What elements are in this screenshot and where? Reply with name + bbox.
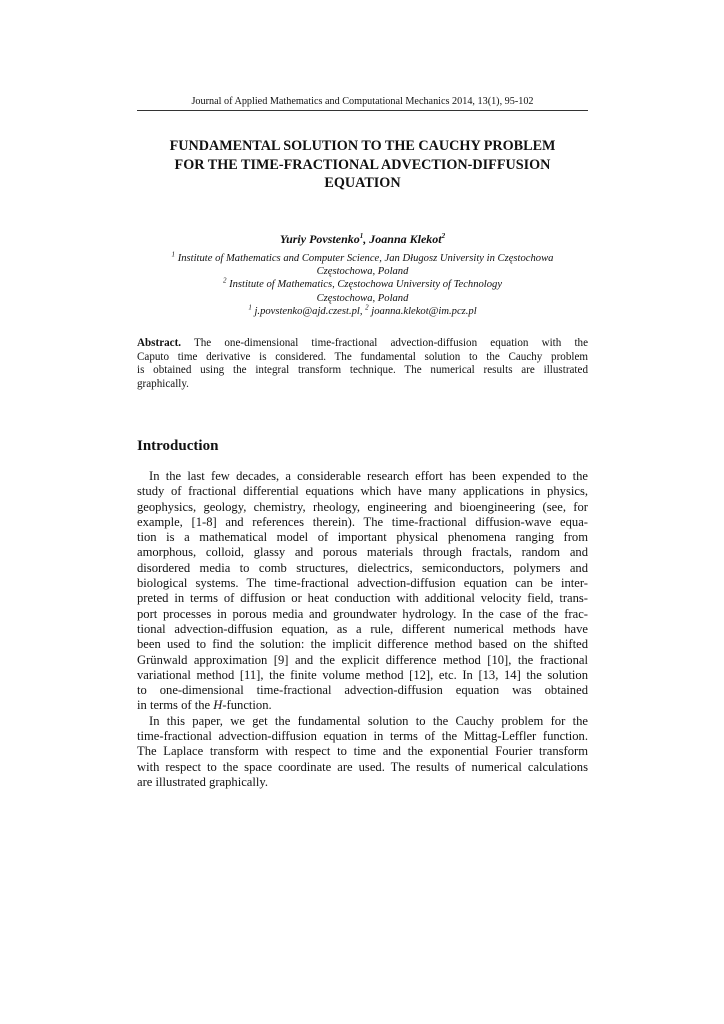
body-line: variational method [11], the finite volume method [12], etc. In [13, 14] the solution [137, 667, 588, 682]
h-function-symbol: H [213, 698, 223, 713]
author-2: Joanna Klekot [369, 232, 442, 246]
body-line: Grünwald approximation [9] and the explicit difference method [10], the fractional [137, 652, 588, 667]
affiliation-2: $^2$ Institute of Mathematics, Częstochowa University of Technology [222, 276, 503, 291]
body-line: geophysics, geology, chemistry, rheology, engineering and bioengineering (see, for [137, 499, 588, 514]
title-line: FOR THE TIME-FRACTIONAL ADVECTION-DIFFUSION [174, 156, 551, 173]
body-line: study of fractional differential equations which have many applications in physics, [137, 484, 588, 499]
author-1-sup: 1 [359, 232, 364, 240]
body-line: In the last few decades, a considerable research effort has been expended to the [149, 469, 588, 483]
abstract-line: Abstract. The one-dimensional time-fractional advection-diffusion equation with the [137, 337, 588, 349]
abstract-label: Abstract. [137, 337, 182, 349]
body-line: time-fractional advection-diffusion equation in terms of the Mittag-Leffler function. [137, 729, 588, 744]
body-line: to one-dimensional time-fractional advection-diffusion equation was obtained [137, 683, 588, 698]
author-emails: $^1$ j.povstenko@ajd.czest.pl, $^2$ joanna.klekot@im.pcz.pl [248, 303, 477, 317]
author-2-sup: 2 [441, 232, 446, 240]
body-line: tion is a mathematical model of important physical phenomena ranging from [137, 530, 588, 545]
body-line: been used to find the solution: the implicit difference method based on the shifted [137, 637, 588, 652]
title-line: EQUATION [324, 175, 401, 191]
introduction-body [137, 469, 588, 790]
abstract [137, 337, 588, 391]
body-line: are illustrated graphically. [137, 774, 269, 789]
affiliations [137, 252, 588, 318]
email-1: j.povstenko@ajd.czest.pl, [251, 305, 366, 317]
author-1: Yuriy Povstenko [279, 232, 360, 246]
abstract-line: is obtained using the integral transform technique. The numerical results are illustrated [137, 364, 588, 376]
body-line: preted in terms of diffusion or heat conduction with additional velocity field, trans- [137, 591, 588, 606]
affiliation-1: $^1$ Institute of Mathematics and Computer Science, Jan Długosz University in Częstochowa [171, 250, 554, 264]
title-line: FUNDAMENTAL SOLUTION TO THE CAUCHY PROBLEM [169, 138, 556, 154]
journal-header: Journal of Applied Mathematics and Computational Mechanics 2014, 13(1), 95-102 [137, 96, 588, 111]
author-separator: , [363, 232, 370, 246]
body-line: port processes in porous media and groundwater hydrology. In the case of the frac- [137, 606, 588, 621]
body-line: biological systems. The time-fractional advection-diffusion equation can be inter- [137, 576, 588, 591]
email-2: joanna.klekot@im.pcz.pl [368, 305, 477, 317]
body-line: tional advection-diffusion equation, as a rule, different numerical methods have [137, 621, 588, 636]
body-line: in terms of the H-function. [137, 698, 272, 713]
paper-title [137, 137, 588, 193]
body-line: disordered media to comb structures, dielectrics, semiconductors, polymers and [137, 560, 588, 575]
body-line: The Laplace transform with respect to time and the exponential Fourier transform [137, 744, 588, 759]
affiliation-2-city: Częstochowa, Poland [316, 292, 409, 304]
body-line: example, [1-8] and references therein). The time-fractional diffusion-wave equa- [137, 514, 588, 529]
body-line: In this paper, we get the fundamental solution to the Cauchy problem for the [149, 713, 588, 728]
body-line: amorphous, colloid, glassy and porous materials through fractals, random and [137, 545, 588, 560]
body-line: with respect to the space coordinate are used. The results of numerical calculations [137, 759, 588, 774]
affiliation-1-city: Częstochowa, Poland [316, 266, 409, 278]
abstract-line: graphically. [137, 377, 189, 390]
abstract-line: Caputo time derivative is considered. The fundamental solution to the Cauchy problem [137, 350, 588, 363]
authors [137, 231, 588, 247]
section-heading: Introduction [137, 438, 219, 454]
